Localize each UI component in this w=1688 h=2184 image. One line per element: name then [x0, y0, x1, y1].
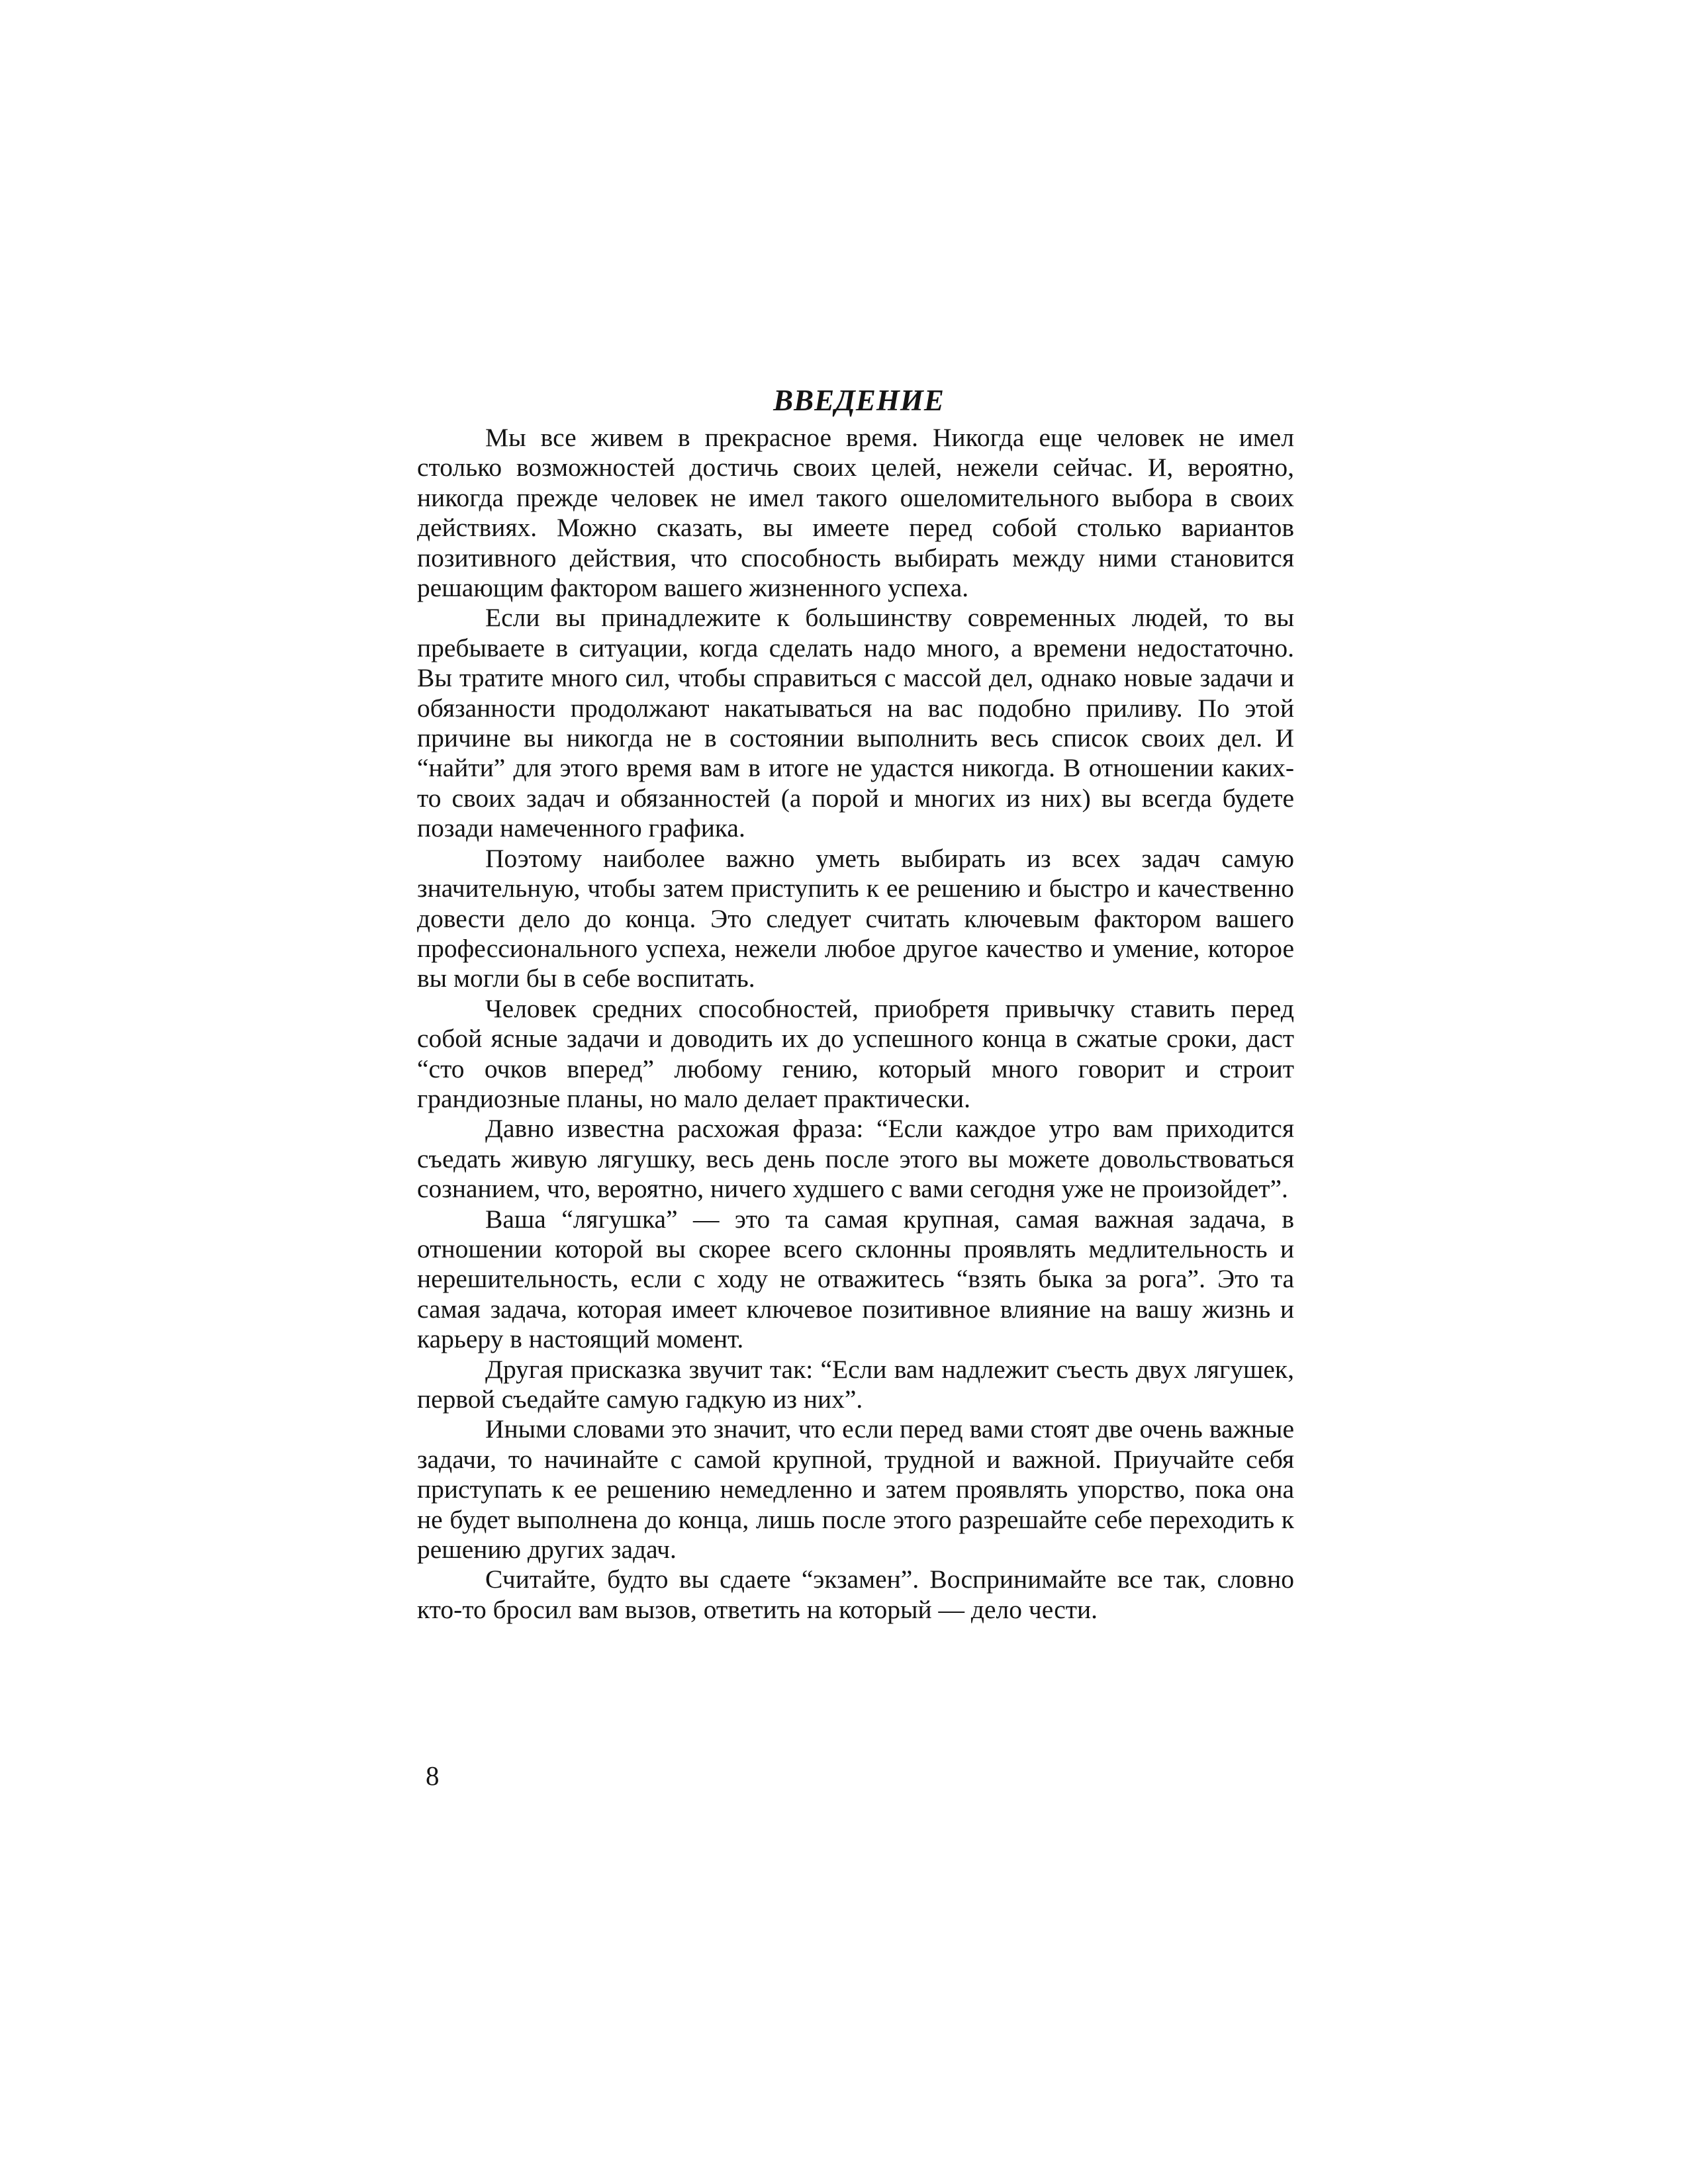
chapter-title: ВВЕДЕНИЕ — [773, 384, 945, 417]
page-content — [417, 381, 1294, 1625]
paragraph: Мы все живем в прекрасное время. Никогда еще человек не имел столько возможностей достичь своих целей, нежели сейчас. И, вероятно, никогда прежде человек не имел такого ошеломительного выбора в своих действиях. Можно сказать, вы имеете перед собой столько вариантов позитивного действия, что способность выбирать между ними становится решающим фактором вашего жизненного успеха. — [417, 423, 1294, 603]
page-number: 8 — [426, 1760, 440, 1791]
paragraph: Поэтому наиболее важно уметь выбирать из всех задач самую значительную, чтобы затем приступить к ее решению и быстро и качественно довести дело до конца. Это следует считать ключевым фактором вашего профессионального успеха, нежели любое другое качество и умение, которое вы могли бы в себе воспитать. — [417, 843, 1294, 993]
paragraph: Другая присказка звучит так: “Если вам надлежит съесть двух лягушек, первой съедайте самую гадкую из них”. — [417, 1354, 1294, 1414]
paragraph: Человек средних способностей, приобретя привычку ставить перед собой ясные задачи и доводить их до успешного конца в сжатые сроки, даст “сто очков вперед” любому гению, который много говорит и строит грандиозные планы, но мало делает практически. — [417, 993, 1294, 1113]
paragraph: Давно известна расхожая фраза: “Если каждое утро вам приходится съедать живую лягушку, весь день после этого вы можете довольствоваться сознанием, что, вероятно, ничего худшего с вами сегодня уже не произойдет”. — [417, 1114, 1294, 1204]
paragraph: Иными словами это значит, что если перед вами стоят две очень важные задачи, то начинайте с самой крупной, трудной и важной. Приучайте себя приступать к ее решению немедленно и затем проявлять упорство, пока она не будет выполнена до конца, лишь после этого разрешайте себе переходить к решению других задач. — [417, 1414, 1294, 1565]
paragraph: Если вы принадлежите к большинству современных людей, то вы пребываете в ситуации, когда сделать надо много, а времени недостаточно. Вы тратите много сил, чтобы справиться с массой дел, однако новые задачи и обязанности продолжают накатываться на вас подобно приливу. По этой причине вы никогда не в состоянии выполнить весь список своих дел. И “найти” для этого время вам в итоге не удастся никогда. В отношении каких-то своих задач и обязанностей (а порой и многих из них) вы всегда будете позади намеченного графика. — [417, 603, 1294, 843]
paragraph: Ваша “лягушка” — это та самая крупная, самая важная задача, в отношении которой вы скорее всего склонны проявлять медлительность и нерешительность, если с ходу не отважитесь “взять быка за рога”. Это та самая задача, которая имеет ключевое позитивное влияние на вашу жизнь и карьеру в настоящий момент. — [417, 1204, 1294, 1354]
paragraph: Считайте, будто вы сдаете “экзамен”. Воспринимайте все так, словно кто-то бросил вам вызов, ответить на который — дело чести. — [417, 1565, 1294, 1624]
